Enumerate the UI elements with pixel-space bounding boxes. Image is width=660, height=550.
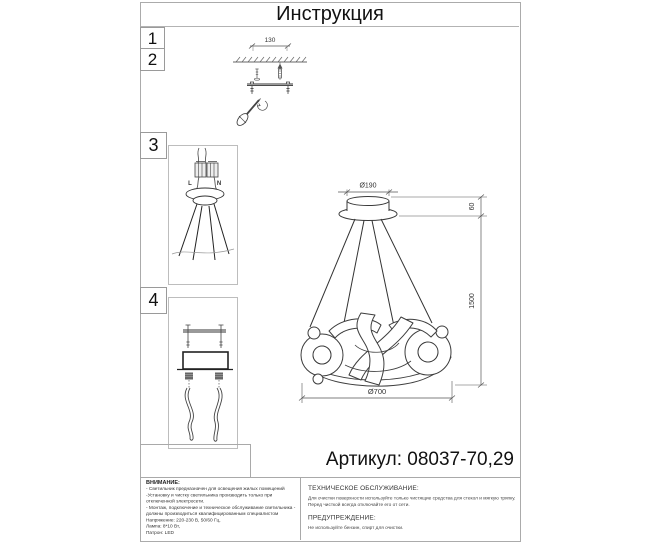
- warning-line: - Монтаж, подключение и техническое обслуживание светильника - должны производиться квалифицированным специалистом: [146, 504, 296, 517]
- wiring-diagram: [169, 146, 237, 284]
- warning-box: [141, 478, 299, 540]
- canopy-diameter-dimension: [338, 190, 398, 197]
- warning-line: Лампа: 8*10 Вт,: [146, 523, 180, 530]
- step-number-2: 2: [140, 48, 165, 71]
- ceiling-hatch: [233, 57, 307, 62]
- label-neutral-N: N: [216, 181, 222, 187]
- caution-title: ПРЕДУПРЕЖДЕНИЕ:: [308, 513, 376, 521]
- screwdriver-icon: [235, 99, 268, 128]
- step-number-4: 4: [140, 287, 167, 314]
- dim-body-diameter: Ø700: [367, 387, 387, 396]
- anchor-bolt: [278, 62, 283, 82]
- warning-line: - Светильник предназначен для освещения жилых помещений: [146, 486, 285, 492]
- fixing-screws: [186, 325, 224, 348]
- article-label: Артикул: 08037-70,29: [325, 449, 514, 470]
- maintenance-text: Для очистки поверхности используйте только чистящие средства для стекол и мягкую тряпку. Перед чисткой всегда отключайте его от сети.: [308, 495, 516, 508]
- step-number-1: 1: [140, 27, 165, 50]
- hanging-cables: [185, 388, 222, 441]
- ceiling-canopy: [339, 197, 397, 221]
- mounting-bar: [183, 330, 226, 332]
- terminal-block: [195, 162, 218, 178]
- chandelier-body: [301, 313, 451, 386]
- label-live-L: L: [188, 181, 192, 187]
- canopy-fixing-diagram: [169, 298, 237, 448]
- wiring-diagram-box: [168, 145, 238, 285]
- canopy-side-view: [186, 188, 224, 205]
- dim-bracket-width: 130: [264, 37, 276, 44]
- warning-line: Напряжение: 220-230 В, 50/60 Гц,: [146, 517, 221, 523]
- dim-suspension-length: 1500: [469, 293, 476, 309]
- chandelier-drawing: [285, 175, 500, 410]
- ceiling-mount-diagram: [205, 32, 340, 132]
- caution-text: Не используйте бензин, спирт для очистки.: [308, 524, 404, 531]
- supply-cables: [198, 148, 206, 163]
- warning-title: ВНИМАНИЕ:: [146, 479, 180, 486]
- step-number-3: 3: [140, 132, 167, 159]
- mounting-bracket: [247, 82, 293, 94]
- cable-connectors: [185, 373, 223, 389]
- loose-screw: [254, 69, 259, 80]
- bracket-width-dimension: [249, 44, 291, 52]
- dim-canopy-height: 60: [469, 202, 476, 211]
- canopy-fixing-diagram-box: [168, 297, 238, 449]
- page-title: Инструкция: [141, 3, 519, 27]
- step-column-bottom-line: [140, 444, 250, 445]
- dim-canopy-diameter: Ø190: [359, 182, 377, 190]
- maintenance-box: [301, 478, 519, 540]
- warning-line: -Установку и чистку светильника производить только при отключенной электросети.: [146, 492, 273, 505]
- maintenance-title: ТЕХНИЧЕСКОЕ ОБСЛУЖИВАНИЕ:: [308, 484, 419, 492]
- canopy-housing: [183, 352, 228, 369]
- warning-line: Патрон: LED: [146, 529, 174, 536]
